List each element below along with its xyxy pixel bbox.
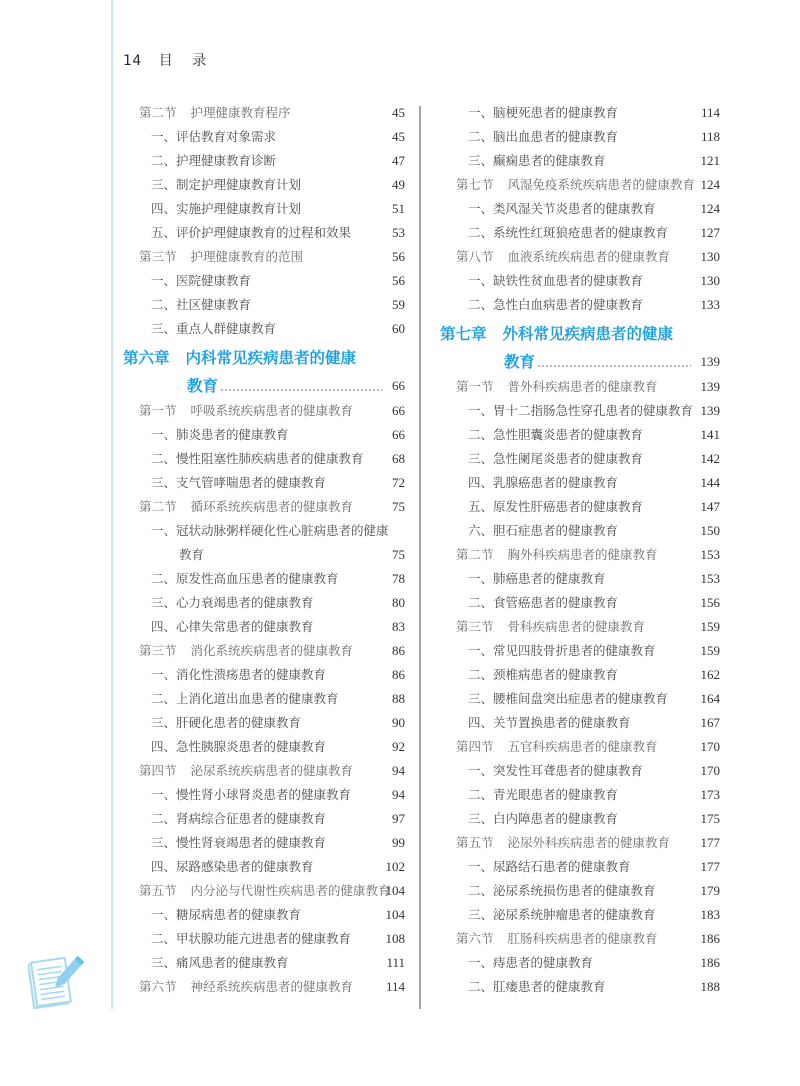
page-number: 59 bbox=[392, 297, 405, 312]
page-number: 130 bbox=[700, 273, 720, 288]
toc-section-entry[interactable] bbox=[123, 245, 405, 269]
page-number: 104 bbox=[385, 883, 405, 898]
page-number: 153 bbox=[700, 547, 720, 562]
page-number: 124 bbox=[700, 177, 720, 192]
toc-item-entry[interactable] bbox=[123, 471, 405, 495]
entry-title: 一、痔患者的健康教育 bbox=[468, 955, 594, 970]
entry-title: 五官科疾病患者的健康教育 bbox=[507, 739, 658, 754]
entry-title: 五、原发性肝癌患者的健康教育 bbox=[468, 499, 644, 514]
entry-title: 二、肛瘘患者的健康教育 bbox=[468, 979, 606, 994]
entry-title: 一、冠状动脉粥样硬化性心脏病患者的健康 bbox=[151, 523, 389, 538]
toc-section-entry[interactable] bbox=[123, 975, 405, 999]
toc-item-entry[interactable] bbox=[123, 269, 405, 293]
toc-item-entry[interactable] bbox=[440, 951, 720, 975]
entry-title: 三、支气管哮喘患者的健康教育 bbox=[151, 475, 327, 490]
toc-item-entry[interactable] bbox=[123, 447, 405, 471]
entry-title: 一、慢性肾小球肾炎患者的健康教育 bbox=[151, 787, 352, 802]
page-number: 97 bbox=[392, 811, 405, 826]
entry-title: 四、实施护理健康教育计划 bbox=[151, 201, 302, 216]
chapter-title: 外科常见疾病患者的健康 bbox=[502, 325, 674, 343]
section-label: 第三节 bbox=[139, 249, 177, 264]
page-number: 60 bbox=[392, 321, 405, 336]
toc-section-entry[interactable] bbox=[440, 735, 720, 759]
notepad-pencil-icon bbox=[28, 952, 84, 1012]
page-number: 88 bbox=[392, 691, 405, 706]
page-number: 45 bbox=[392, 129, 405, 144]
entry-title: 一、缺铁性贫血患者的健康教育 bbox=[468, 273, 644, 288]
page-number: 139 bbox=[700, 403, 720, 418]
page-number: 175 bbox=[700, 811, 720, 826]
entry-title: 二、上消化道出血患者的健康教育 bbox=[151, 691, 339, 706]
toc-section-entry[interactable] bbox=[123, 759, 405, 783]
chapter-title: 内科常见疾病患者的健康 bbox=[185, 349, 357, 367]
entry-title: 骨科疾病患者的健康教育 bbox=[507, 619, 646, 634]
entry-title: 二、慢性阻塞性肺疾病患者的健康教育 bbox=[151, 451, 364, 466]
toc-item-entry[interactable] bbox=[440, 471, 720, 495]
entry-title: 四、关节置换患者的健康教育 bbox=[468, 715, 631, 730]
toc-item-entry[interactable] bbox=[123, 663, 405, 687]
entry-title: 三、制定护理健康教育计划 bbox=[151, 177, 302, 192]
page-number: 147 bbox=[700, 499, 720, 514]
entry-title: 一、脑梗死患者的健康教育 bbox=[468, 105, 619, 120]
page-number: 51 bbox=[392, 201, 405, 216]
page-number: 72 bbox=[392, 475, 405, 490]
page-number: 83 bbox=[392, 619, 405, 634]
section-label: 第四节 bbox=[139, 763, 177, 778]
toc-item-entry[interactable] bbox=[123, 197, 405, 221]
entry-title: 三、急性阑尾炎患者的健康教育 bbox=[468, 451, 644, 466]
toc-item-entry[interactable] bbox=[123, 293, 405, 317]
toc-item-entry[interactable] bbox=[440, 855, 720, 879]
entry-title: 一、突发性耳聋患者的健康教育 bbox=[468, 763, 644, 778]
page-number: 188 bbox=[700, 979, 720, 994]
page-number: 80 bbox=[392, 595, 405, 610]
page-number: 167 bbox=[700, 715, 720, 730]
entry-title: 三、重点人群健康教育 bbox=[151, 321, 277, 336]
chapter-label: 第七章 bbox=[440, 325, 487, 343]
entry-title: 三、腰椎间盘突出症患者的健康教育 bbox=[468, 691, 669, 706]
toc-item-entry[interactable] bbox=[123, 951, 405, 975]
toc-item-entry[interactable] bbox=[440, 423, 720, 447]
entry-title: 一、类风湿关节炎患者的健康教育 bbox=[468, 201, 656, 216]
entry-title: 一、糖尿病患者的健康教育 bbox=[151, 907, 302, 922]
toc-item-entry[interactable] bbox=[123, 567, 405, 591]
toc-item-entry[interactable] bbox=[440, 197, 720, 221]
toc-item-entry[interactable] bbox=[440, 879, 720, 903]
section-label: 第二节 bbox=[456, 547, 494, 562]
toc-item-entry[interactable] bbox=[440, 101, 720, 125]
toc-item-entry[interactable] bbox=[123, 687, 405, 711]
toc-item-entry[interactable] bbox=[440, 293, 720, 317]
entry-title: 一、评估教育对象需求 bbox=[151, 129, 277, 144]
page-number: 114 bbox=[700, 105, 720, 120]
toc-item-entry[interactable] bbox=[440, 269, 720, 293]
page-number: 173 bbox=[700, 787, 720, 802]
entry-title: 一、肺癌患者的健康教育 bbox=[468, 571, 606, 586]
page-number: 66 bbox=[392, 378, 405, 393]
entry-title: 二、泌尿系统损伤患者的健康教育 bbox=[468, 883, 656, 898]
entry-title: 三、慢性肾衰竭患者的健康教育 bbox=[151, 835, 327, 850]
toc-item-entry[interactable] bbox=[440, 711, 720, 735]
page-number: 118 bbox=[700, 129, 720, 144]
margin-rule bbox=[111, 0, 113, 1009]
page-number: 66 bbox=[392, 403, 405, 418]
toc-chapter-heading[interactable] bbox=[440, 317, 720, 375]
entry-title: 四、尿路感染患者的健康教育 bbox=[151, 859, 314, 874]
section-label: 第六节 bbox=[456, 931, 494, 946]
toc-item-entry[interactable] bbox=[123, 927, 405, 951]
page-number: 92 bbox=[392, 739, 405, 754]
page-number: 124 bbox=[700, 201, 720, 216]
toc-item-entry[interactable] bbox=[123, 711, 405, 735]
page-number: 133 bbox=[700, 297, 720, 312]
toc-item-entry[interactable] bbox=[440, 663, 720, 687]
page-number: 86 bbox=[392, 643, 405, 658]
toc-item-entry[interactable] bbox=[123, 543, 405, 567]
toc-section-entry[interactable] bbox=[440, 543, 720, 567]
page-number: 75 bbox=[392, 547, 405, 562]
page-number: 179 bbox=[700, 883, 720, 898]
entry-title: 二、颈椎病患者的健康教育 bbox=[468, 667, 619, 682]
section-label: 第六节 bbox=[139, 979, 177, 994]
running-header bbox=[123, 50, 207, 70]
toc-section-entry[interactable] bbox=[440, 615, 720, 639]
page-number: 141 bbox=[700, 427, 720, 442]
entry-title: 二、急性胆囊炎患者的健康教育 bbox=[468, 427, 644, 442]
header-title-char: 目 bbox=[158, 53, 174, 69]
toc-item-entry[interactable] bbox=[440, 447, 720, 471]
section-label: 第五节 bbox=[456, 835, 494, 850]
section-label: 第二节 bbox=[139, 499, 177, 514]
section-label: 第二节 bbox=[139, 105, 177, 120]
section-label: 第五节 bbox=[139, 883, 177, 898]
section-label: 第七节 bbox=[456, 177, 494, 192]
entry-title: 二、社区健康教育 bbox=[151, 297, 252, 312]
page-number: 111 bbox=[386, 955, 405, 970]
toc-item-entry[interactable] bbox=[123, 519, 405, 543]
entry-title: 二、急性白血病患者的健康教育 bbox=[468, 297, 644, 312]
page-number: 156 bbox=[700, 595, 720, 610]
toc-item-entry[interactable] bbox=[440, 639, 720, 663]
page-number: 53 bbox=[392, 225, 405, 240]
toc-item-entry[interactable] bbox=[123, 855, 405, 879]
toc-item-entry[interactable] bbox=[123, 173, 405, 197]
toc-item-entry[interactable] bbox=[123, 615, 405, 639]
page-number: 127 bbox=[700, 225, 720, 240]
chapter-title-continued: 教育 bbox=[187, 377, 219, 395]
toc-item-entry[interactable] bbox=[123, 317, 405, 341]
entry-title: 四、心律失常患者的健康教育 bbox=[151, 619, 314, 634]
section-label: 第八节 bbox=[456, 249, 494, 264]
page-number: 68 bbox=[392, 451, 405, 466]
page-number: 78 bbox=[392, 571, 405, 586]
entry-title: 四、急性胰腺炎患者的健康教育 bbox=[151, 739, 327, 754]
page-number: 162 bbox=[700, 667, 720, 682]
toc-section-entry[interactable] bbox=[123, 495, 405, 519]
page-number: 183 bbox=[700, 907, 720, 922]
toc-item-entry[interactable] bbox=[123, 423, 405, 447]
page-number: 104 bbox=[385, 907, 405, 922]
toc-item-entry[interactable] bbox=[440, 495, 720, 519]
entry-title: 护理健康教育程序 bbox=[190, 105, 291, 120]
page-number: 94 bbox=[392, 763, 405, 778]
entry-title: 三、癫痫患者的健康教育 bbox=[468, 153, 606, 168]
entry-title: 内分泌与代谢性疾病患者的健康教育 bbox=[190, 883, 391, 898]
page-number: 170 bbox=[700, 739, 720, 754]
toc-item-entry[interactable] bbox=[123, 903, 405, 927]
entry-title: 二、原发性高血压患者的健康教育 bbox=[151, 571, 339, 586]
toc-section-entry[interactable] bbox=[440, 173, 720, 197]
page-number: 114 bbox=[385, 979, 405, 994]
page-number: 56 bbox=[392, 249, 405, 264]
page-number: 139 bbox=[700, 379, 720, 394]
entry-title: 教育 bbox=[179, 547, 205, 562]
page-number: 86 bbox=[392, 667, 405, 682]
toc-item-entry[interactable] bbox=[440, 567, 720, 591]
page-number: 108 bbox=[385, 931, 405, 946]
toc-item-entry[interactable] bbox=[440, 807, 720, 831]
toc-item-entry[interactable] bbox=[123, 591, 405, 615]
page-number: 164 bbox=[700, 691, 720, 706]
page-number: 45 bbox=[392, 105, 405, 120]
entry-title: 呼吸系统疾病患者的健康教育 bbox=[190, 403, 354, 418]
entry-title: 风湿免疫系统疾病患者的健康教育 bbox=[507, 177, 696, 192]
page-number: 144 bbox=[700, 475, 720, 490]
entry-title: 一、医院健康教育 bbox=[151, 273, 252, 288]
toc-item-entry[interactable] bbox=[440, 399, 720, 423]
entry-title: 神经系统疾病患者的健康教育 bbox=[190, 979, 354, 994]
entry-title: 三、白内障患者的健康教育 bbox=[468, 811, 619, 826]
entry-title: 二、脑出血患者的健康教育 bbox=[468, 129, 619, 144]
toc-chapter-heading[interactable] bbox=[123, 341, 405, 399]
entry-title: 一、尿路结石患者的健康教育 bbox=[468, 859, 631, 874]
page-number: 102 bbox=[385, 859, 405, 874]
entry-title: 消化系统疾病患者的健康教育 bbox=[190, 643, 354, 658]
toc-right-column bbox=[440, 101, 720, 999]
toc-item-entry[interactable] bbox=[440, 687, 720, 711]
toc-item-entry[interactable] bbox=[123, 831, 405, 855]
entry-title: 一、消化性溃疡患者的健康教育 bbox=[151, 667, 327, 682]
column-divider bbox=[419, 106, 421, 1009]
page-number: 170 bbox=[700, 763, 720, 778]
entry-title: 泌尿系统疾病患者的健康教育 bbox=[190, 763, 354, 778]
toc-section-entry[interactable] bbox=[440, 831, 720, 855]
page-number: 142 bbox=[700, 451, 720, 466]
entry-title: 三、心力衰竭患者的健康教育 bbox=[151, 595, 314, 610]
toc-item-entry[interactable] bbox=[123, 783, 405, 807]
entry-title: 普外科疾病患者的健康教育 bbox=[507, 379, 658, 394]
section-label: 第一节 bbox=[456, 379, 494, 394]
page-number: 14 bbox=[123, 53, 142, 69]
toc-item-entry[interactable] bbox=[123, 221, 405, 245]
toc-section-entry[interactable] bbox=[123, 639, 405, 663]
entry-title: 二、甲状腺功能亢进患者的健康教育 bbox=[151, 931, 352, 946]
entry-title: 护理健康教育的范围 bbox=[190, 249, 304, 264]
page-number: 177 bbox=[700, 859, 720, 874]
page-number: 153 bbox=[700, 571, 720, 586]
toc-item-entry[interactable] bbox=[440, 125, 720, 149]
entry-title: 泌尿外科疾病患者的健康教育 bbox=[507, 835, 671, 850]
entry-title: 三、痛风患者的健康教育 bbox=[151, 955, 289, 970]
toc-section-entry[interactable] bbox=[440, 927, 720, 951]
page-number: 130 bbox=[700, 249, 720, 264]
page-number: 186 bbox=[700, 955, 720, 970]
entry-title: 一、常见四肢骨折患者的健康教育 bbox=[468, 643, 656, 658]
entry-title: 二、肾病综合征患者的健康教育 bbox=[151, 811, 327, 826]
page-number: 150 bbox=[700, 523, 720, 538]
toc-section-entry[interactable] bbox=[440, 245, 720, 269]
page-number: 56 bbox=[392, 273, 405, 288]
dot-leader bbox=[537, 365, 690, 367]
toc-item-entry[interactable] bbox=[123, 149, 405, 173]
entry-title: 二、护理健康教育诊断 bbox=[151, 153, 277, 168]
page-number: 121 bbox=[700, 153, 720, 168]
page-number: 49 bbox=[392, 177, 405, 192]
toc-item-entry[interactable] bbox=[440, 783, 720, 807]
section-label: 第四节 bbox=[456, 739, 494, 754]
page-number: 90 bbox=[392, 715, 405, 730]
page-number: 159 bbox=[700, 643, 720, 658]
entry-title: 二、青光眼患者的健康教育 bbox=[468, 787, 619, 802]
chapter-label: 第六章 bbox=[123, 349, 170, 367]
chapter-title-continued: 教育 bbox=[504, 353, 536, 371]
page-number: 66 bbox=[392, 427, 405, 442]
page-number: 159 bbox=[700, 619, 720, 634]
dot-leader bbox=[220, 389, 382, 391]
page-number: 94 bbox=[392, 787, 405, 802]
entry-title: 三、泌尿系统肿瘤患者的健康教育 bbox=[468, 907, 656, 922]
page-number: 139 bbox=[700, 354, 720, 369]
page-number: 186 bbox=[700, 931, 720, 946]
toc-section-entry[interactable] bbox=[440, 375, 720, 399]
toc-item-entry[interactable] bbox=[123, 807, 405, 831]
page-number: 99 bbox=[392, 835, 405, 850]
header-title-char: 录 bbox=[192, 53, 207, 69]
section-label: 第三节 bbox=[456, 619, 494, 634]
toc-item-entry[interactable] bbox=[123, 125, 405, 149]
section-label: 第三节 bbox=[139, 643, 177, 658]
entry-title: 血液系统疾病患者的健康教育 bbox=[507, 249, 671, 264]
entry-title: 肛肠科疾病患者的健康教育 bbox=[507, 931, 658, 946]
toc-item-entry[interactable] bbox=[440, 759, 720, 783]
entry-title: 二、系统性红斑狼疮患者的健康教育 bbox=[468, 225, 669, 240]
toc-item-entry[interactable] bbox=[440, 591, 720, 615]
entry-title: 六、胆石症患者的健康教育 bbox=[468, 523, 619, 538]
toc-item-entry[interactable] bbox=[440, 149, 720, 173]
toc-section-entry[interactable] bbox=[123, 879, 405, 903]
toc-item-entry[interactable] bbox=[440, 519, 720, 543]
entry-title: 三、肝硬化患者的健康教育 bbox=[151, 715, 302, 730]
entry-title: 循环系统疾病患者的健康教育 bbox=[190, 499, 354, 514]
entry-title: 一、胃十二指肠急性穿孔患者的健康教育 bbox=[468, 403, 694, 418]
entry-title: 二、食管癌患者的健康教育 bbox=[468, 595, 619, 610]
toc-section-entry[interactable] bbox=[123, 399, 405, 423]
toc-section-entry[interactable] bbox=[123, 101, 405, 125]
page-number: 177 bbox=[700, 835, 720, 850]
entry-title: 胸外科疾病患者的健康教育 bbox=[507, 547, 658, 562]
entry-title: 五、评价护理健康教育的过程和效果 bbox=[151, 225, 352, 240]
page-number: 75 bbox=[392, 499, 405, 514]
toc-item-entry[interactable] bbox=[440, 975, 720, 999]
toc-left-column bbox=[123, 101, 405, 999]
toc-item-entry[interactable] bbox=[440, 903, 720, 927]
page-number: 47 bbox=[392, 153, 405, 168]
entry-title: 一、肺炎患者的健康教育 bbox=[151, 427, 289, 442]
section-label: 第一节 bbox=[139, 403, 177, 418]
toc-item-entry[interactable] bbox=[440, 221, 720, 245]
toc-item-entry[interactable] bbox=[123, 735, 405, 759]
entry-title: 四、乳腺癌患者的健康教育 bbox=[468, 475, 619, 490]
